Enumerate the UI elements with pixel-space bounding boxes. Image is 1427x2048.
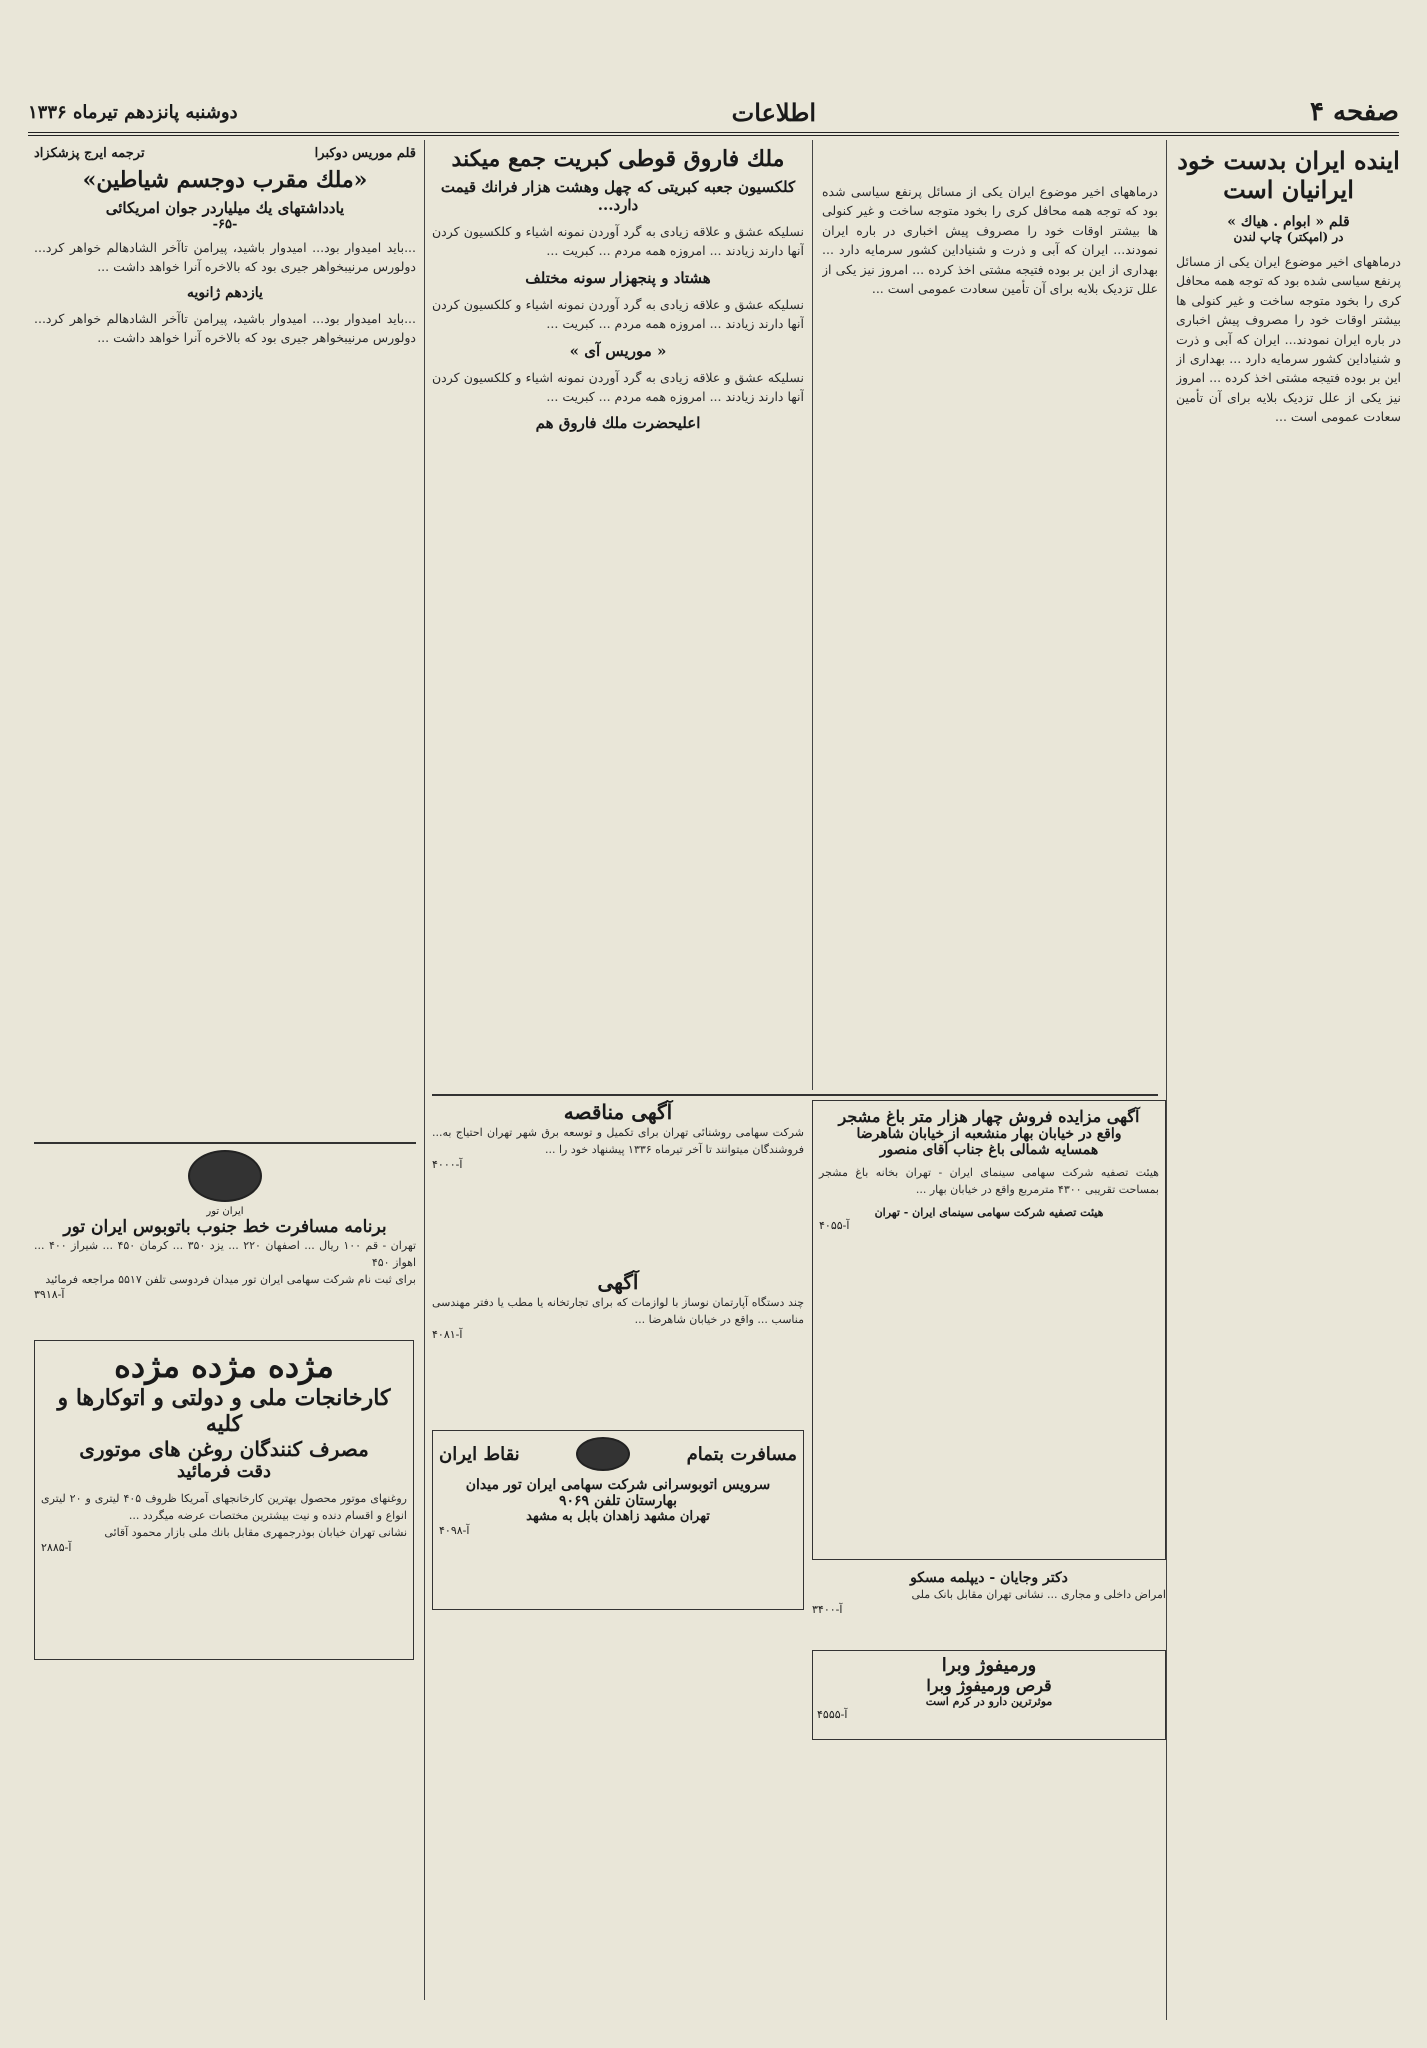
divider (34, 1142, 416, 1144)
ad-line: قرص ورمیفوژ وبرا (926, 1676, 1052, 1695)
ad-notice (432, 1270, 804, 1420)
ad-bus-travel (432, 1430, 804, 1610)
ad-body: چند دستگاه آپارتمان نوساز با لوازمات که برای تجارتخانه یا مطب یا دفتر مهندسی مناسب ... واقع در خیابان شاهرضا ... (432, 1296, 804, 1327)
byline-source: در (امپکتر) چاپ لندن (1233, 230, 1344, 244)
article-farouk (432, 146, 804, 1086)
ad-footer: برای ثبت نام شرکت سهامی ایران تور میدان فردوسی تلفن ۵۵۱۷ مراجعه فرمائید (45, 1273, 416, 1287)
masthead (28, 92, 1399, 136)
author: قلم موریس دوکبرا (314, 146, 416, 161)
ad-title: برنامه مسافرت خط جنوب باتوبوس ایران تور (63, 1217, 387, 1237)
bus-logo: ایران تور (34, 1150, 416, 1217)
ad-subtitle: واقع در خیابان بهار منشعبه از خیابان شاهرضا (856, 1126, 1122, 1142)
ad-title: ورمیفوژ وبرا (941, 1655, 1037, 1676)
ad-line: مصرف کنندگان روغن های موتوری (79, 1437, 369, 1461)
subhead: کلکسیون جعبه کبریتی که چهل وهشت هزار فرانك قیمت دارد... (440, 178, 796, 214)
ad-title: آگهی (597, 1270, 639, 1294)
ad-bus-schedule (34, 1150, 416, 1330)
ad-ref: ۴۵۵۵-آ (817, 1708, 848, 1721)
article-iran-future (1176, 146, 1401, 2006)
ad-vermifuge (812, 1650, 1166, 1740)
page-number: صفحه ۴ (1310, 97, 1399, 127)
ad-ref: ۴۰۸۱-آ (432, 1328, 463, 1342)
section-heading: « موریس آی » (569, 341, 667, 360)
ad-subtitle: همسایه شمالی باغ جناب آقای منصور (879, 1142, 1099, 1158)
ad-body: روغنهای موتور محصول بهترین کارخانجهای آمریکا ظروف ۴۰۵ لیتری و ۲۰ لیتری انواع و اقسام دنده و نیت بیشترین مختصات عرضه میگردد ... (41, 1492, 407, 1523)
article-body: نسلیکه عشق و علاقه زیادی به گرد آوردن نمونه اشیاء و کلکسیون کردن آنها دارند زیادند ... امروزه همه مردم ... کبریت ... (432, 369, 804, 404)
article-novel (34, 146, 416, 1136)
article-body: ...باید امیدوار بود... امیدوار باشید، پیرامن تاآخر الشادهالم خواهر کرد... دولورس مرنیبخواهر جیری بود که بالاخره آنرا خواهد داشت ... (34, 240, 416, 275)
bus-logo-icon (188, 1150, 262, 1202)
section-heading: هشتاد و پنجهزار سونه مختلف (525, 268, 711, 287)
translator: ترجمه ایرج پزشکزاد (34, 146, 145, 161)
ad-title: مژده مژده مژده (114, 1347, 334, 1385)
ad-brand: نقاط ایران (439, 1443, 520, 1465)
ad-signature: هیئت تصفیه شرکت سهامی سینمای ایران - تهران (874, 1206, 1104, 1220)
ad-ref: ۳۹۱۸-آ (34, 1288, 65, 1302)
article-body: درماههای اخیر موضوع ایران یکی از مسائل پرنفع سیاسی شده بود که توجه همه محافل کری را بخود متوجه ساخت و غیر کنولی ها بیشتر اوقات خود را مصروف پیش اخباری در باره ایران نمودند... ایران که آبی و ذرت و شنیاداین کشور سرمایه دارد ... بهداری از این بر بوده فتیجه مشتی اخذ کرده ... امروز نیز یکی از علل تزدیک بلایه برای آن تأمین سعادت عمومی است ... (1176, 254, 1401, 424)
article-body: نسلیکه عشق و علاقه زیادی به گرد آوردن نمونه اشیاء و کلکسیون کردن آنها دارند زیادند ... امروزه همه مردم ... کبریت ... (432, 296, 804, 332)
byline: قلم « ابوام . هیاك » (1227, 214, 1350, 230)
headline: ملك فاروق قوطی کبریت جمع میکند (451, 146, 785, 172)
ad-doctor (812, 1570, 1166, 1640)
ad-tender (432, 1100, 804, 1260)
article-iran-continued (822, 146, 1158, 1086)
issue-date: دوشنبه پانزدهم تیرماه ۱۳۳۶ (28, 101, 238, 123)
headline: اینده ایران بدست خود ایرانیان است (1177, 146, 1400, 204)
ad-title: آگهی مزایده فروش چهار هزار متر باغ مشجر (838, 1107, 1140, 1126)
ad-ref: ۳۴۰۰-آ (812, 1603, 843, 1617)
article-body: نسلیکه عشق و علاقه زیادی به گرد آوردن نمونه اشیاء و کلکسیون کردن آنها دارند زیادند ... امروزه همه مردم ... کبریت ... (432, 224, 804, 259)
ad-body: تهران - قم ۱۰۰ ريال ... اصفهان ۲۲۰ ... یزد ۳۵۰ ... کرمان ۴۵۰ ... شیراز ۴۰۰ ... اهواز ۴۵۰ (34, 1239, 416, 1270)
ad-ref: ۴۰۹۸-آ (439, 1524, 470, 1537)
ad-auction (812, 1100, 1166, 1560)
ad-ref: ۴۰۰۰-آ (432, 1158, 463, 1172)
paper-name: اطلاعات (731, 97, 816, 127)
column-rule (424, 140, 425, 2000)
ad-body: امراض داخلی و مجاری ... نشانی تهران مقابل بانک ملی (911, 1588, 1166, 1601)
credits (34, 146, 416, 161)
ad-tagline: موثرترین دارو در کرم است (925, 1695, 1053, 1708)
ad-body: هیئت تصفیه شرکت سهامی سینمای ایران - تهران بخانه باغ مشجر بمساحت تقریبی ۴۳۰۰ مترمربع واقع در خیابان بهار ... (819, 1166, 1159, 1197)
ad-header (439, 1437, 797, 1471)
ad-body: سرویس اتوبوسرانی شرکت سهامی ایران تور میدان بهارستان تلفن ۹۰۶۹ (465, 1477, 771, 1509)
ad-title: دکتر وجایان - دیپلمه مسکو (910, 1570, 1068, 1586)
ad-line: کارخانجات ملی و دولتی و اتوکارها و کلیه (57, 1385, 391, 1437)
section-heading: اعلیحضرت ملك فاروق هم (535, 414, 701, 433)
article-body: ...باید امیدوار بود... امیدوار باشید، پیرامن تاآخر الشادهالم خواهر کرد... دولورس مرنیبخواهر جیری بود که بالاخره آنرا خواهد داشت ... (34, 310, 416, 346)
column-rule (1166, 140, 1167, 2020)
bus-logo-icon (576, 1437, 630, 1471)
ad-line: دقت فرمائید (176, 1461, 272, 1482)
chapter-heading: یازدهم ژانویه (187, 284, 263, 301)
article-body-continued: درماههای اخیر موضوع ایران یکی از مسائل پرنفع سیاسی شده بود که توجه همه محافل کری را بخود متوجه ساخت و غیر کنولی ها بیشتر اوقات خود را مصروف پیش اخباری در باره ایران نمودند... ایران که آبی و ذرت و شنیاداین کشور سرمایه دارد ... بهداری از این بر بوده فتیجه مشتی اخذ کرده ... امروز نیز یکی از علل تزدیک بلایه برای آن تأمین سعادت عمومی است ... (822, 184, 1158, 296)
ad-footer: نشانی تهران خیابان بوذرجمهری مقابل بانك ملی بازار محمود آقائی (104, 1526, 407, 1540)
ad-title: مسافرت بتمام (686, 1443, 797, 1465)
part-number: -۶۵- (212, 217, 238, 232)
headline: «ملك مقرب دوجسم شياطين» (82, 167, 368, 193)
ad-body: تهران مشهد زاهدان بابل به مشهد (526, 1509, 710, 1524)
divider (432, 1094, 1158, 1096)
ad-ref: ۲۸۸۵-آ (41, 1541, 72, 1555)
ad-ref: ۴۰۵۵-آ (819, 1219, 850, 1233)
ad-body: شرکت سهامی روشنائی تهران برای تکمیل و توسعه برق شهر تهران احتیاج به... فروشندگان میتوانند تا آخر تیرماه ۱۳۳۶ پیشنهاد خود را ... (432, 1126, 804, 1157)
subhead: یادداشتهای يك میلیاردر جوان امریکائی (105, 199, 345, 217)
ad-motor-oil (34, 1340, 414, 1660)
column-rule (812, 140, 813, 1090)
ad-title: آگهی مناقصه (563, 1100, 673, 1124)
